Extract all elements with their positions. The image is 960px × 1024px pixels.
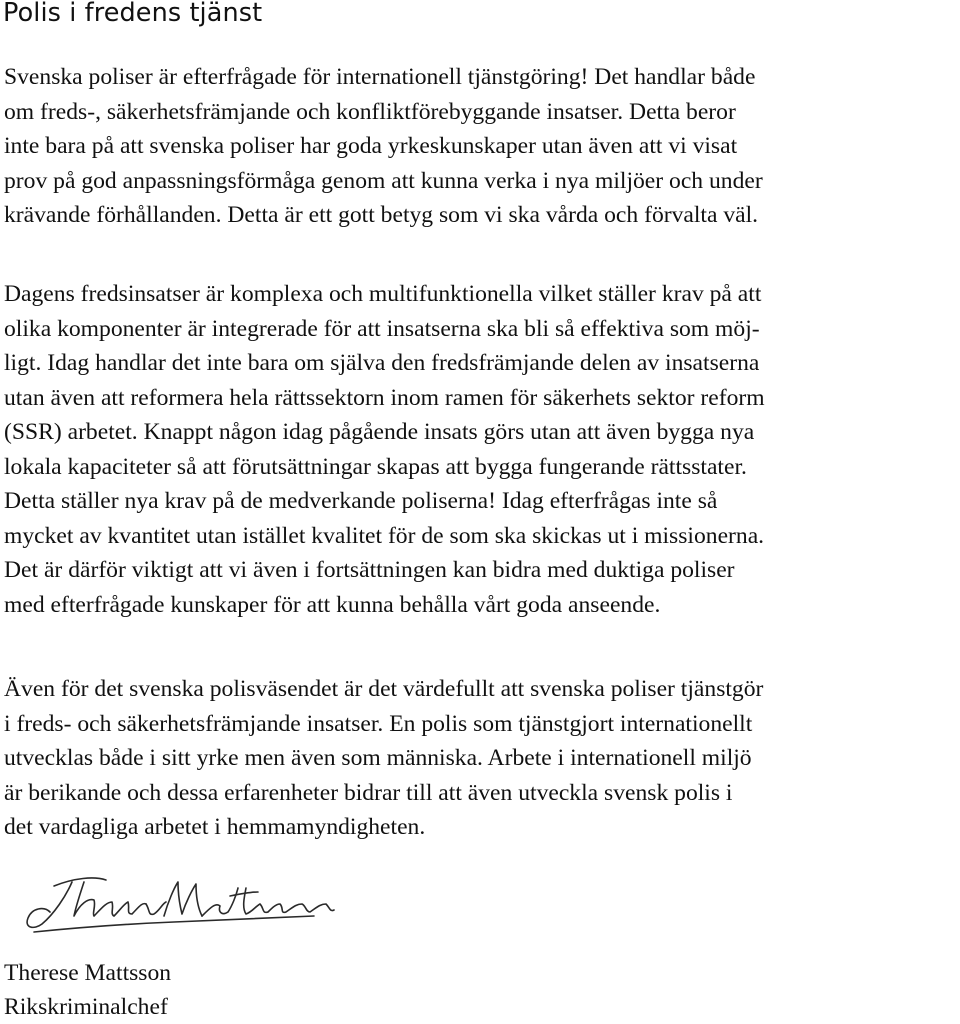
paragraph-line: med efterfrågade kunskaper för att kunna behålla vårt goda anseende. (4, 591, 661, 618)
paragraph-line: prov på god anpassningsförmåga genom att kunna verka i nya miljöer och under (4, 167, 763, 194)
paragraph-3 (4, 672, 763, 845)
paragraph-line: om freds-, säkerhetsfrämjande och konfliktförebyggande insatser. Detta beror (4, 98, 736, 125)
paragraph-2 (4, 277, 765, 622)
paragraph-line: inte bara på att svenska poliser har goda yrkeskunskaper utan även att vi visat (4, 133, 738, 159)
paragraph-line: krävande förhållanden. Detta är ett gott betyg som vi ska vårda och förvalta väl. (4, 202, 759, 228)
paragraph-line: mycket av kvantitet utan istället kvalitet för de som ska skickas ut i missionerna. (4, 522, 765, 549)
paragraph-line: Detta ställer nya krav på de medverkande poliserna! Idag efterfrågas inte så (4, 488, 718, 514)
signature-block (4, 956, 171, 1024)
handwritten-signature (14, 866, 364, 946)
paragraph-line: det vardagliga arbetet i hemmamyndigheten. (4, 814, 426, 840)
paragraph-line: är berikande och dessa erfarenheter bidrar till att även utveckla svensk polis i (4, 779, 733, 806)
paragraph-line: Det är därför viktigt att vi även i fortsättningen kan bidra med duktiga poliser (4, 557, 735, 583)
paragraph-line: Svenska poliser är efterfrågade för internationell tjänstgöring! Det handlar både (4, 64, 756, 90)
paragraph-line: utan även att reformera hela rättssektorn inom ramen för säkerhets sektor reform (4, 384, 765, 411)
paragraph-line: Dagens fredsinsatser är komplexa och multifunktionella vilket ställer krav på att (4, 281, 762, 307)
paragraph-line: (SSR) arbetet. Knappt någon idag pågående insats görs utan att även bygga nya (4, 419, 755, 445)
paragraph-1 (4, 60, 763, 233)
paragraph-line: lokala kapaciteter så att förutsättningar skapas att bygga fungerande rättsstater. (4, 453, 747, 480)
signer-name: Therese Mattsson (4, 960, 172, 986)
paragraph-line: i freds- och säkerhetsfrämjande insatser. En polis som tjänstgjort internationellt (4, 710, 753, 737)
paragraph-line: ligt. Idag handlar det inte bara om själva den fredsfrämjande delen av insatserna (4, 350, 760, 376)
paragraph-line: Även för det svenska polisväsendet är det värdefullt att svenska poliser tjänstgör (4, 676, 764, 702)
paragraph-line: olika komponenter är integrerade för att insatserna ska bli så effektiva som möj- (4, 315, 760, 342)
paragraph-line: utvecklas både i sitt yrke men även som människa. Arbete i internationell miljö (4, 745, 752, 771)
signer-role: Rikskriminalchef (4, 994, 168, 1020)
document-title: Polis i fredens tjänst (3, 0, 263, 28)
